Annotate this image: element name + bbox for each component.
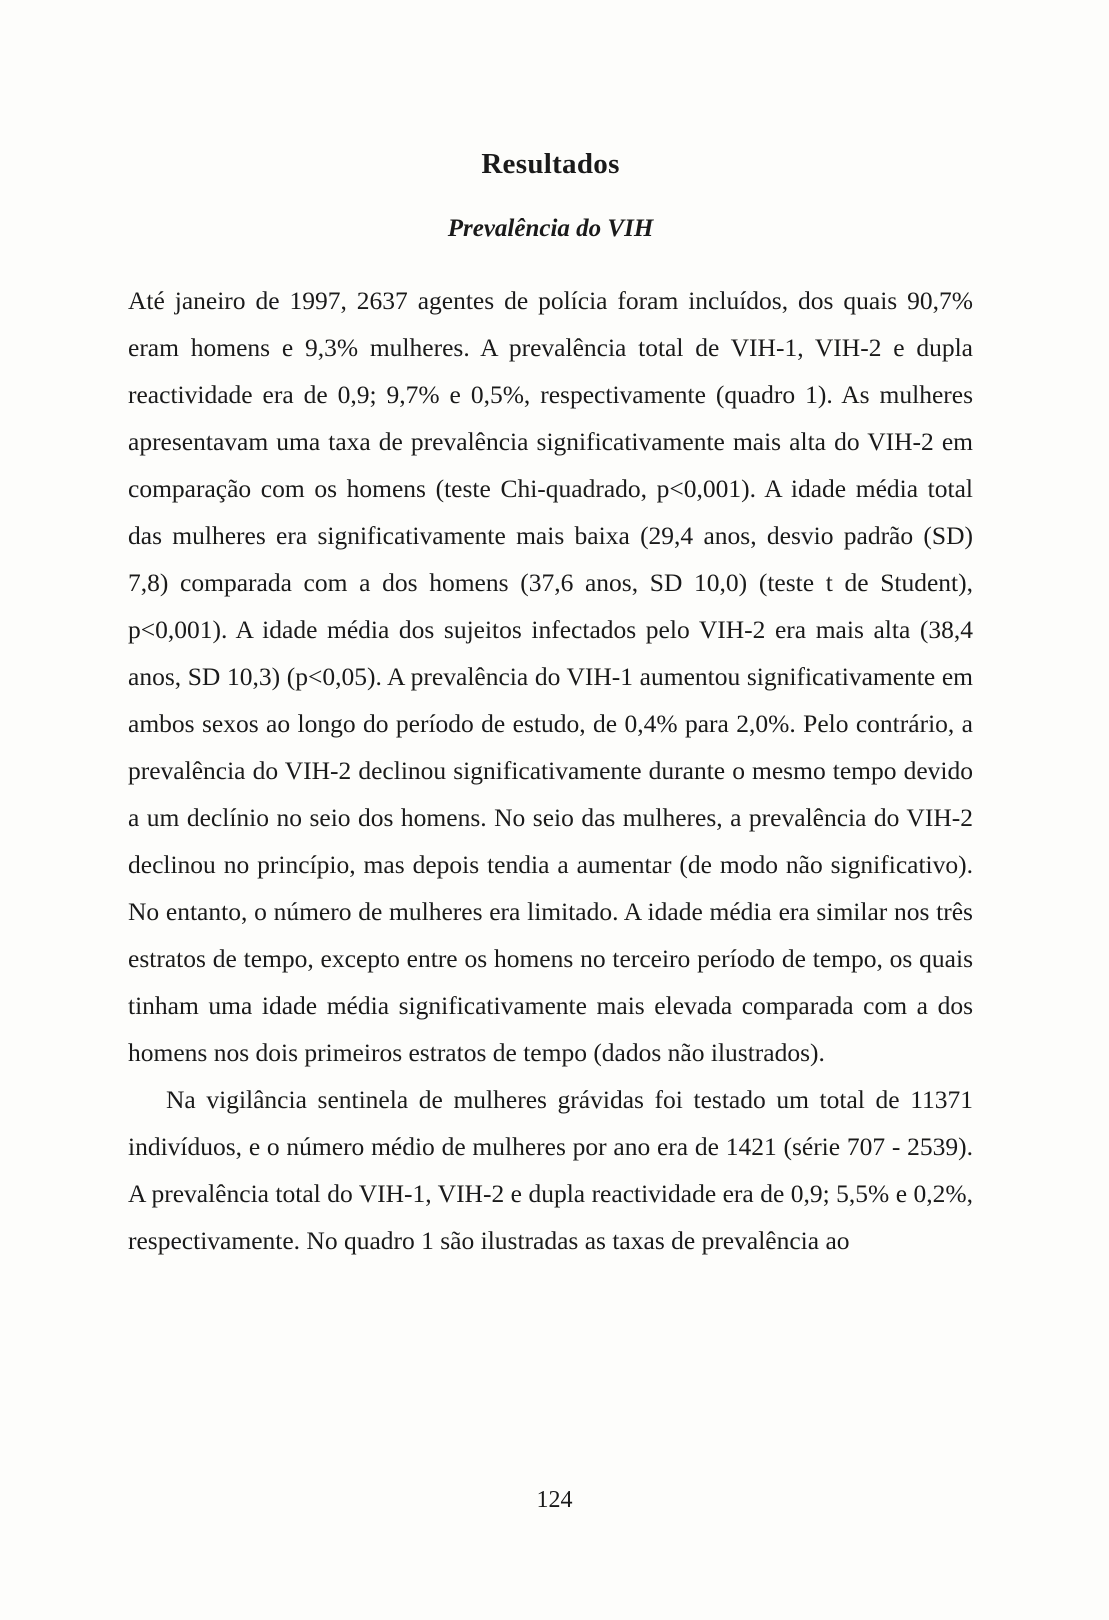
section-subtitle: Prevalência do VIH xyxy=(447,215,654,242)
page-content xyxy=(128,148,973,1264)
body-paragraph-1: Até janeiro de 1997, 2637 agentes de polícia foram incluídos, dos quais 90,7% eram homens e 9,3% mulheres. A prevalência total de VIH-1, VIH-2 e dupla reactividade era de 0,9; 9,7% e 0,5%, respectivamente (quadro 1). As mulheres apresentavam uma taxa de prevalência significativamente mais alta do VIH-2 em comparação com os homens (teste Chi-quadrado, p<0,001). A idade média total das mulheres era significativamente mais baixa (29,4 anos, desvio padrão (SD) 7,8) comparada com a dos homens (37,6 anos, SD 10,0) (teste t de Student), p<0,001). A idade média dos sujeitos infectados pelo VIH-2 era mais alta (38,4 anos, SD 10,3) (p<0,05). A prevalência do VIH-1 aumentou significativamente em ambos sexos ao longo do período de estudo, de 0,4% para 2,0%. Pelo contrário, a prevalência do VIH-2 declinou significativamente durante o mesmo tempo devido a um declínio no seio dos homens. No seio das mulheres, a prevalência do VIH-2 declinou no princípio, mas depois tendia a aumentar (de modo não significativo). No entanto, o número de mulheres era limitado. A idade média era similar nos três estratos de tempo, excepto entre os homens no terceiro período de tempo, os quais tinham uma idade média significativamente mais elevada comparada com a dos homens nos dois primeiros estratos de tempo (dados não ilustrados). xyxy=(128,286,973,1067)
page-number: 124 xyxy=(536,1487,573,1513)
body-paragraph-2: Na vigilância sentinela de mulheres grávidas foi testado um total de 11371 indivíduos, e o número médio de mulheres por ano era de 1421 (série 707 - 2539). A prevalência total do VIH-1, VIH-2 e dupla reactividade era de 0,9; 5,5% e 0,2%, respectivamente. No quadro 1 são ilustradas as taxas de prevalência ao xyxy=(128,1085,973,1255)
page-title: Resultados xyxy=(481,148,620,180)
